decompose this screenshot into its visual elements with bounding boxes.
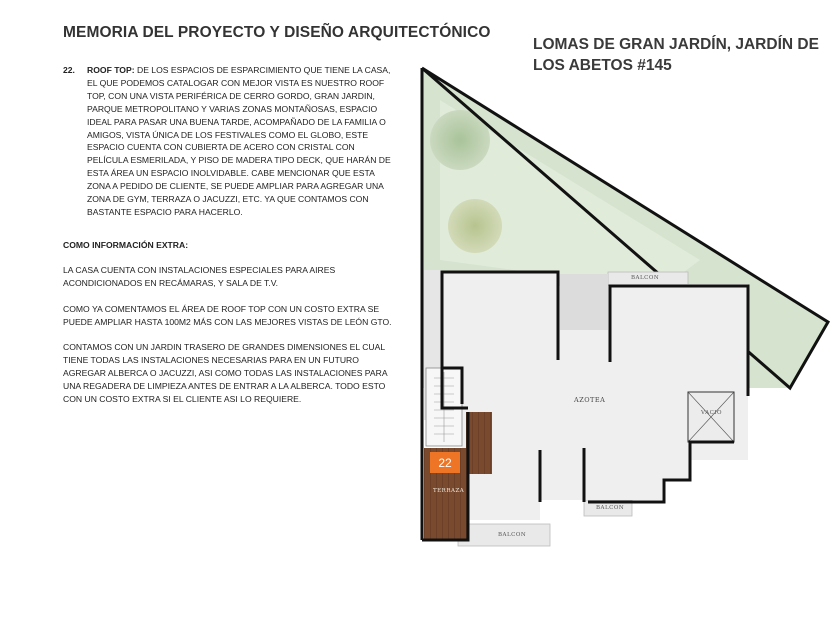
vacio-label: VACIO — [701, 410, 722, 416]
floor-plan — [400, 60, 840, 560]
light-shaft — [560, 274, 608, 330]
project-description — [63, 64, 398, 406]
balcon-top-label: BALCON — [631, 275, 660, 281]
roof-top-item — [63, 64, 398, 219]
terraza-label: TERRAZA — [433, 488, 465, 494]
item-number: 22. — [63, 65, 75, 75]
extra-info-heading: COMO INFORMACIÓN EXTRA: — [63, 239, 189, 250]
document-title: MEMORIA DEL PROYECTO Y DISEÑO ARQUITECTÓNICO — [63, 24, 491, 41]
extra-info-paragraph: CONTAMOS CON UN JARDIN TRASERO DE GRANDES DIMENSIONES EL CUAL TIENE TODAS LAS INSTALACIONES NECESARIAS PARA EN UN FUTURO AGREGAR ALBERCA O JACUZZI, ASI COMO TODAS LAS INSTALACIONES PARA UNA REGADERA DE LIMPIEZA ANTES DE ENTRAR A LA ALBERCA. TODO ESTO CON UN COSTO EXTRA SI EL CLIENTE ASI LO REQUIERE. — [63, 342, 388, 405]
extra-info-paragraph: COMO YA COMENTAMOS EL ÁREA DE ROOF TOP CON UN COSTO EXTRA SE PUEDE AMPLIAR HASTA 100M2 MÁS CON LAS MEJORES VISTAS DE LEÓN GTO. — [63, 303, 392, 327]
azotea-label: AZOTEA — [574, 396, 606, 404]
balcon-mid-label: BALCON — [596, 505, 625, 511]
item-text: DE LOS ESPACIOS DE ESPARCIMIENTO QUE TIENE LA CASA, EL QUE PODEMOS CATALOGAR CON MEJOR VISTA ES NUESTRO ROOF TOP, CON UNA VISTA PERIFÉRICA DE CERRO GORDO, GRAN JARDIN, PARQUE METROPOLITANO Y VARIAS ZONAS MONTAÑOSAS, ESPACIO IDEAL PARA PASAR UNA BUENA TARDE, ACOMPAÑADO DE LA FAMILIA O AMIGOS, VISTA ÚNICA DE LOS FESTIVALES COMO EL GLOBO, ESTE ESPACIO CUENTA CON CUBIERTA DE ACERO CON CRISTAL CON PELÍCULA ESMERILADA, Y PISO DE MADERA TIPO DECK, QUE HARÁN DE ESTA ÁREA UN ESPACIO INOLVIDABLE. CABE MENCIONAR QUE ESTA ZONA A PEDIDO DE CLIENTE, SE PUEDE AMPLIAR PARA AGREGAR UNA ZONA DE GYM, TERRAZA O JACUZZI, ETC. YA QUE CONTAMOS CON BASTANTE ESPACIO PARA HACERLO. — [87, 65, 391, 217]
floor-plan-drawing — [400, 60, 840, 560]
balcon-bottom-label: BALCON — [498, 532, 527, 538]
item-number-badge: 22 — [430, 452, 460, 473]
deck-strip — [466, 412, 492, 474]
project-address: LOMAS DE GRAN JARDÍN, JARDÍN DE LOS ABETOS #145 — [533, 36, 819, 74]
extra-info-paragraph: LA CASA CUENTA CON INSTALACIONES ESPECIALES PARA AIRES ACONDICIONADOS EN RECÁMARAS, Y SALA DE T.V. — [63, 264, 336, 288]
tree — [448, 199, 502, 253]
item-lead: ROOF TOP: — [87, 65, 135, 75]
